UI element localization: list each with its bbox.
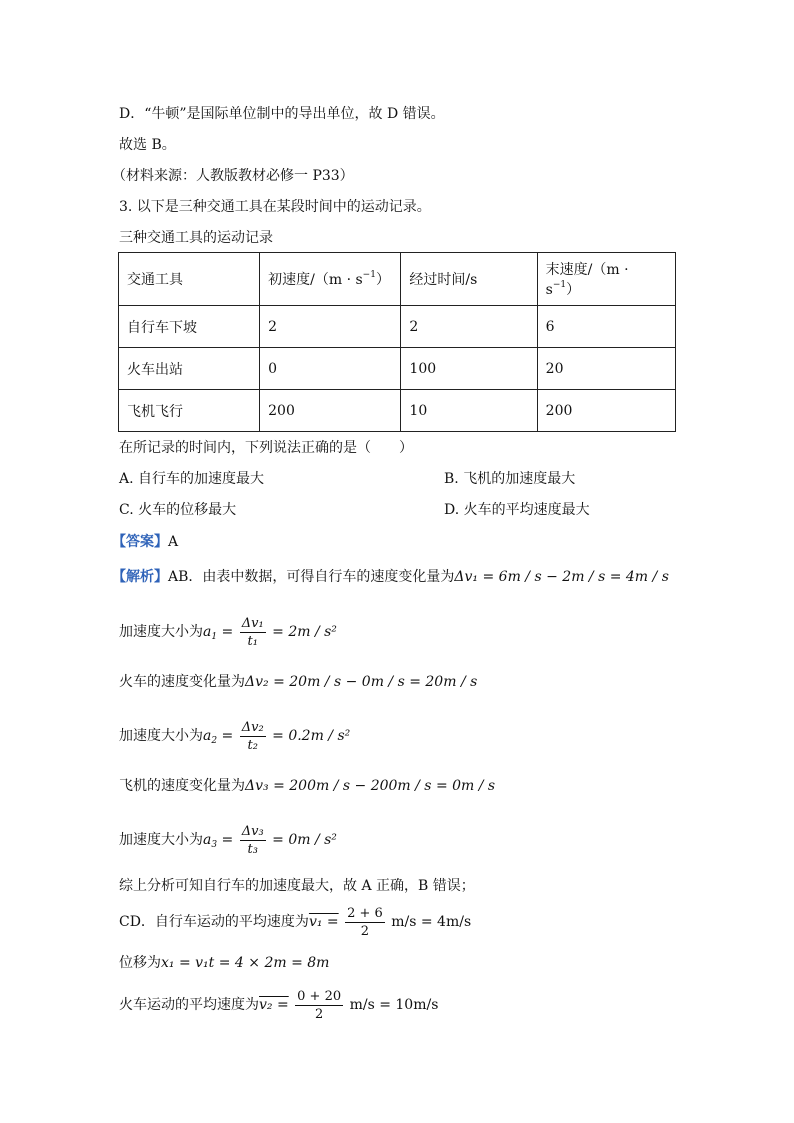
table-caption: 三种交通工具的运动记录 (119, 230, 273, 246)
option-c: C. 火车的位移最大 (119, 502, 237, 518)
choose-line: 故选 B。 (119, 137, 176, 153)
header-vehicle: 交通工具 (119, 253, 260, 306)
table-cell: 2 (401, 306, 537, 348)
summary-line: 综上分析可知自行车的加速度最大，故 A 正确，B 错误； (119, 878, 475, 894)
table-cell: 火车出站 (119, 348, 260, 390)
table-cell: 20 (537, 348, 675, 390)
answer-line (112, 532, 178, 552)
table-cell: 自行车下坡 (119, 306, 260, 348)
analysis-ab-line: 【解析】AB．由表中数据，可得自行车的速度变化量为Δv₁ = 6m / s − 2m / s = 4m / s (112, 569, 669, 585)
header-final-speed: 末速度$/(m \cdot s^{-1})$ (537, 253, 675, 306)
table-cell: 0 (260, 348, 401, 390)
table-cell: 6 (537, 306, 675, 348)
fraction: $\frac{\text{Δv₂}}{\text{t₂}}$ (241, 719, 264, 753)
acc-bike-line: 加速度大小为$a_1$ = $\frac{\text{Δv₁}}{\text{t₁}}$ = 2m / s² (119, 615, 337, 649)
acc-plane-line: 加速度大小为$a_3$ = $\frac{\text{Δv₃}}{\text{t₃}}$ = 0m / s² (119, 823, 337, 857)
option-d: D. 火车的平均速度最大 (444, 502, 590, 518)
option-d-explanation: D．“牛顿”是国际单位制中的导出单位，故 D 错误。 (119, 106, 445, 122)
equation: Δv₁ = 6m / s − 2m / s = 4m / s (454, 569, 669, 585)
table-cell: 200 (537, 390, 675, 432)
cd-avg-bike-line: CD．自行车运动的平均速度为v₁ = $\frac{2 + 6}{2}$ m/s = 4m/s (119, 905, 472, 939)
table-cell: 200 (260, 390, 401, 432)
table-row (119, 348, 676, 390)
train-avg-line: 火车运动的平均速度为v₂ = $\frac{0 + 20}{2}$ m/s = 10m/s (119, 988, 439, 1022)
displacement-line: 位移为x₁ = v₁t = 4 × 2m = 8m (119, 955, 330, 971)
table-header-row (119, 253, 676, 306)
fraction: $\frac{\text{Δv₁}}{\text{t₁}}$ (241, 615, 264, 649)
option-b: B. 飞机的加速度最大 (444, 471, 576, 487)
fraction: $\frac{2 + 6}{2}$ (347, 905, 383, 939)
train-change-line: 火车的速度变化量为Δv₂ = 20m / s − 0m / s = 20m / s (119, 674, 478, 690)
acc-train-line: 加速度大小为$a_2$ = $\frac{\text{Δv₂}}{\text{t₂}}$ = 0.2m / s² (119, 719, 351, 753)
fraction: $\frac{0 + 20}{2}$ (297, 988, 342, 1022)
table-cell: 2 (260, 306, 401, 348)
question-3-title: 3. 以下是三种交通工具在某段时间中的运动记录。 (119, 199, 431, 215)
analysis-tag: 【解析】 (112, 569, 168, 585)
option-a: A. 自行车的加速度最大 (119, 471, 265, 487)
table-row (119, 306, 676, 348)
motion-record-table (118, 252, 676, 432)
table-cell: 飞机飞行 (119, 390, 260, 432)
question-stem: 在所记录的时间内，下列说法正确的是（ ） (119, 440, 413, 456)
plane-change-line: 飞机的速度变化量为Δv₃ = 200m / s − 200m / s = 0m / s (119, 778, 496, 794)
header-initial-speed: 初速度$/(m \cdot s^{-1})$ (260, 253, 401, 306)
header-elapsed-time: 经过时间/s (401, 253, 537, 306)
source-line: （材料来源：人教版教材必修一 P33） (112, 168, 354, 184)
answer-tag: 【答案】 (112, 534, 168, 550)
table-cell: 100 (401, 348, 537, 390)
fraction: $\frac{\text{Δv₃}}{\text{t₃}}$ (241, 823, 264, 857)
table-row (119, 390, 676, 432)
table-cell: 10 (401, 390, 537, 432)
answer-value: A (168, 534, 179, 550)
